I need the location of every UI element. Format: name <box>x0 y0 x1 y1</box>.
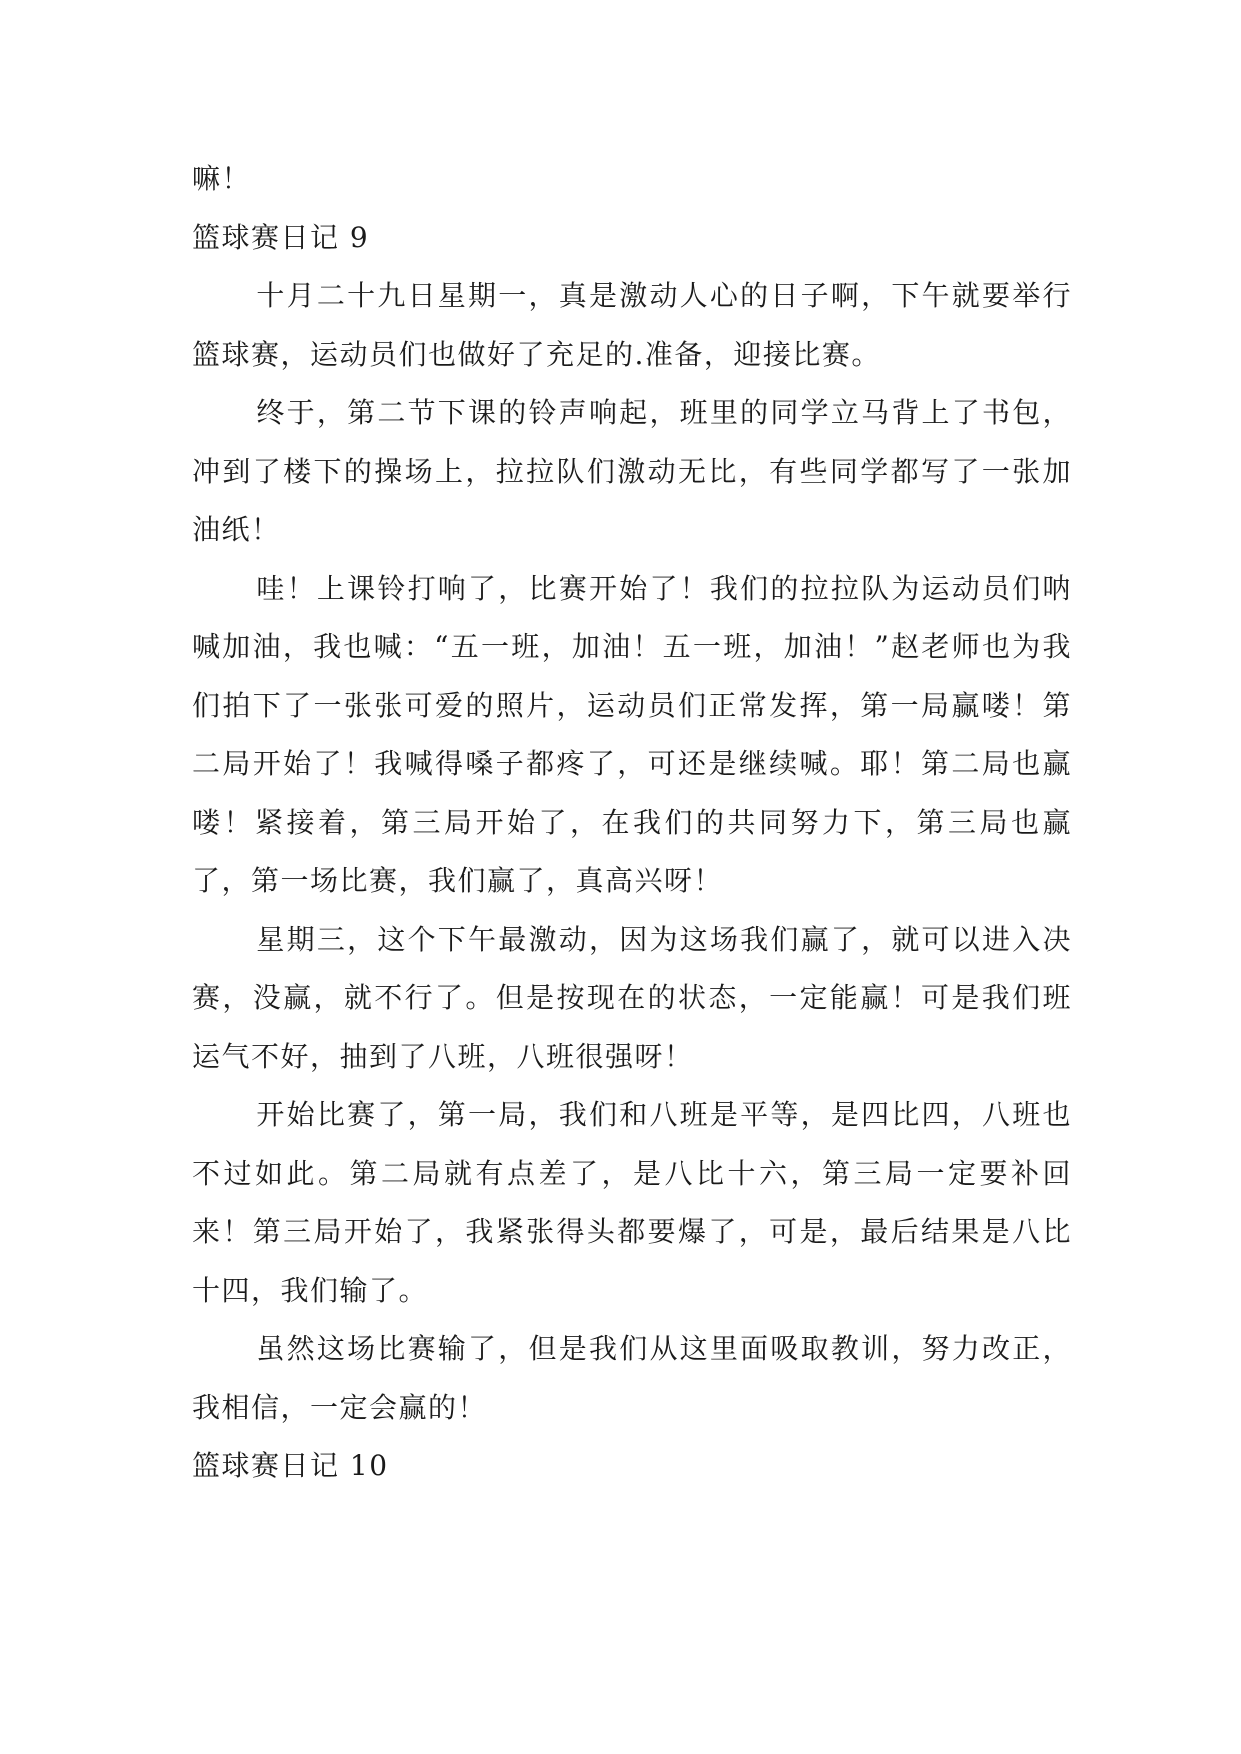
paragraph: 开始比赛了，第一局，我们和八班是平等，是四比四，八班也不过如此。第二局就有点差了，是八比十六，第三局一定要补回来！第三局开始了，我紧张得头都要爆了，可是，最后结果是八比十四，我们输了。 <box>192 1098 1072 1307</box>
lead-in-text: 嘛！ <box>192 162 252 195</box>
section-title: 篮球赛日记 9 <box>192 220 370 254</box>
paragraph: 星期三，这个下午最激动，因为这场我们赢了，就可以进入决赛，没赢，就不行了。但是按现在的状态，一定能赢！可是我们班运气不好，抽到了八班，八班很强呀！ <box>192 922 1072 1073</box>
paragraph: 终于，第二节下课的铃声响起，班里的同学立马背上了书包，冲到了楼下的操场上，拉拉队们激动无比，有些同学都写了一张加油纸！ <box>192 396 1072 546</box>
paragraph: 哇！上课铃打响了，比赛开始了！我们的拉拉队为运动员们呐喊加油，我也喊：“五一班，加油！五一班，加油！”赵老师也为我们拍下了一张张可爱的照片，运动员们正常发挥，第一局赢喽！第二局开始了！我喊得嗓子都疼了，可还是继续喊。耶！第二局也赢喽！紧接着，第三局开始了，在我们的共同努力下，第三局也赢了，第一场比赛，我们赢了，真高兴呀！ <box>192 571 1072 897</box>
paragraph: 虽然这场比赛输了，但是我们从这里面吸取教训，努力改正，我相信，一定会赢的！ <box>192 1332 1072 1424</box>
paragraph: 十月二十九日星期一，真是激动人心的日子啊，下午就要举行篮球赛，运动员们也做好了充足的.准备，迎接比赛。 <box>192 279 1072 371</box>
section-title: 篮球赛日记 10 <box>192 1449 389 1482</box>
document-page <box>192 150 1072 1496</box>
